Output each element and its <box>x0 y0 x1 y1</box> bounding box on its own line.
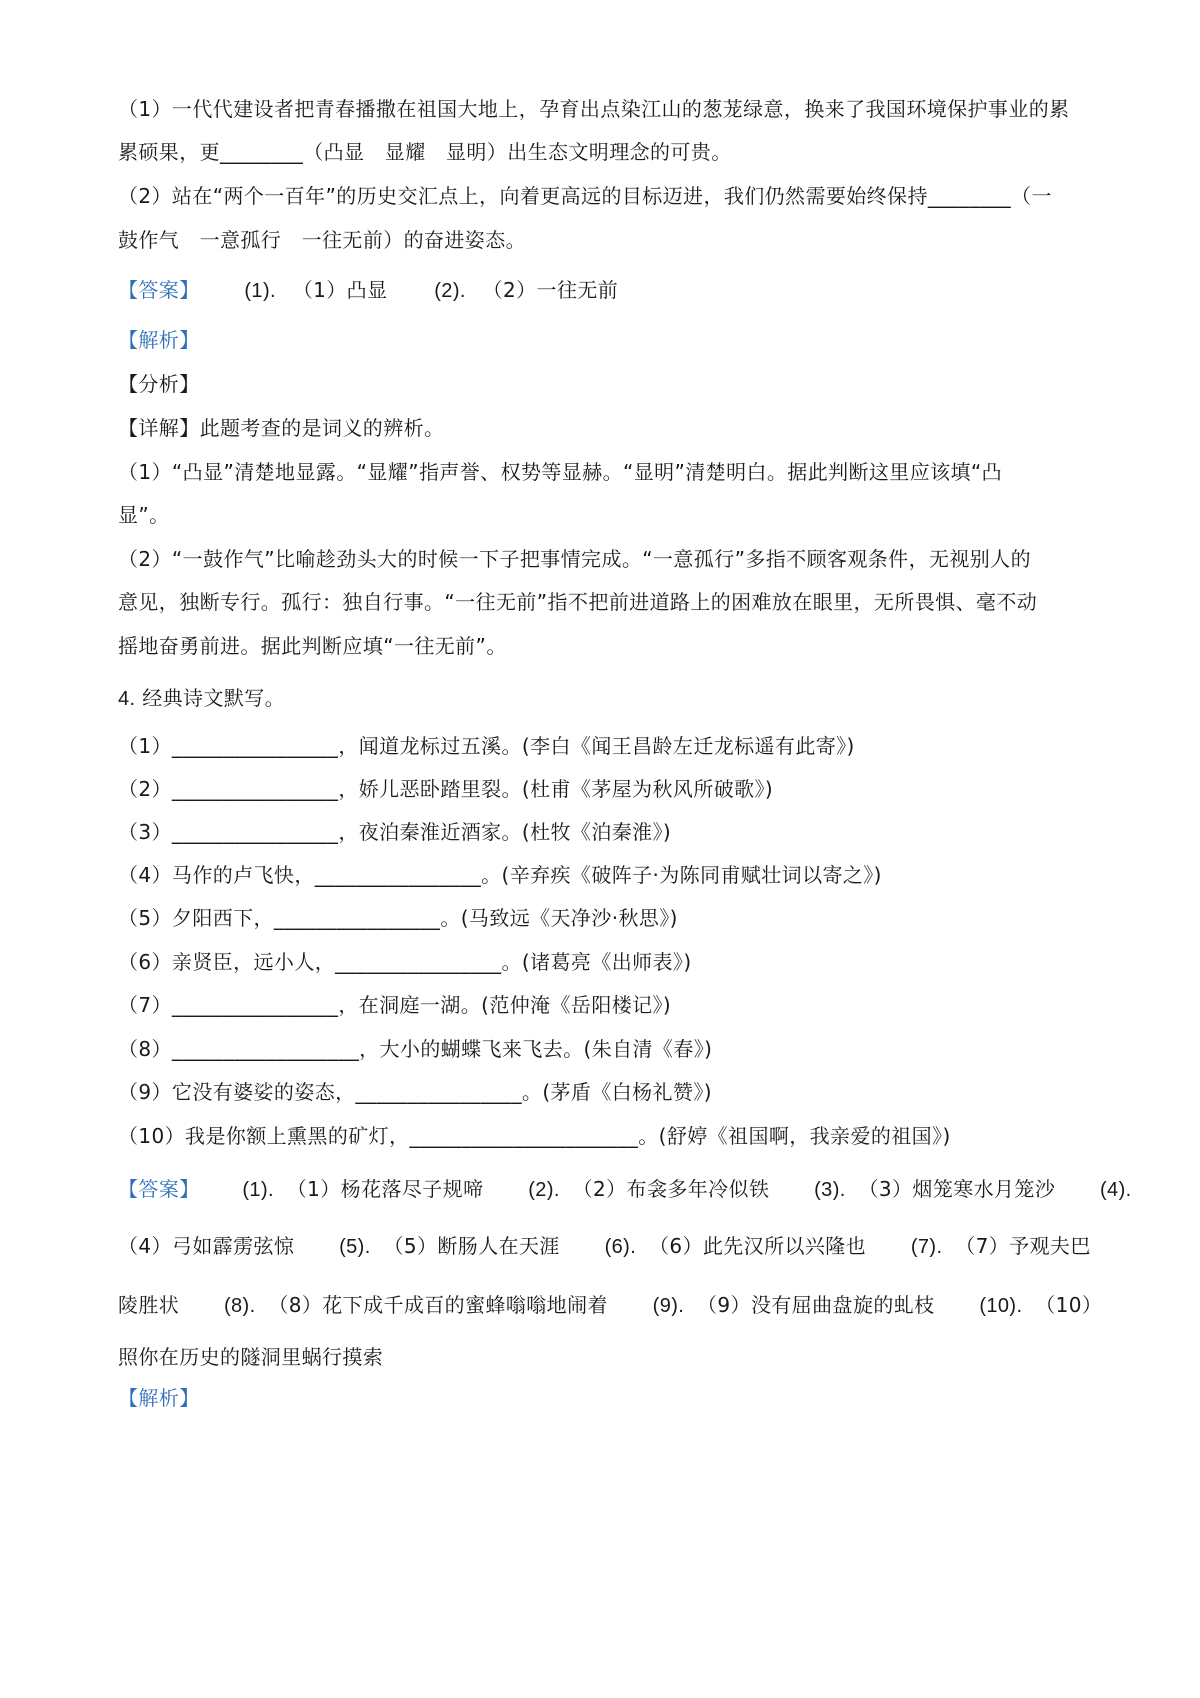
q4-answer-row-4: 照你在历史的隧洞里蜗行摸索 <box>118 1345 384 1369</box>
q3-item2-line1: （2）站在“两个一百年”的历史交汇点上，向着更高远的目标迈进，我们仍然需要始终保持________（一 <box>118 184 1052 208</box>
q4-item-3: （3）________________，夜泊秦淮近酒家。(杜牧《泊秦淮》) <box>118 820 672 844</box>
answer-number: (2). <box>434 280 466 302</box>
detail-line: 【详解】此题考查的是词义的辨析。 <box>118 416 445 440</box>
answer-text: （9）没有屈曲盘旋的虬枝 <box>697 1293 935 1317</box>
answer-number: (8). <box>223 1295 256 1317</box>
analysis-tag: 【解析】 <box>118 328 200 352</box>
q4-answer-row-2 <box>118 1232 1091 1261</box>
explanation-2-line3: 摇地奋勇前进。据此判断应填“一往无前”。 <box>118 634 507 658</box>
explanation-2-line1: （2）“一鼓作气”比喻趁劲头大的时候一下子把事情完成。“一意孤行”多指不顾客观条件，无视别人的 <box>118 547 1031 571</box>
q4-item-7: （7）________________，在洞庭一湖。(范仲淹《岳阳楼记》) <box>118 993 672 1017</box>
answer-text: （5）断肠人在天涯 <box>383 1234 560 1258</box>
explanation-2-line2: 意见，独断专行。孤行：独自行事。“一往无前”指不把前进道路上的困难放在眼里，无所畏惧、毫不动 <box>118 590 1038 614</box>
q4-item-8: （8）__________________，大小的蝴蝶飞来飞去。(朱自清《春》) <box>118 1037 713 1061</box>
answer-number: (5). <box>339 1236 371 1258</box>
answer-number: (1). <box>242 1179 274 1201</box>
answer-text: （2）一往无前 <box>482 278 619 302</box>
answer-tag: 【答案】 <box>118 1177 200 1201</box>
q3-item1-line1: （1）一代代建设者把青春播撒在祖国大地上，孕育出点染江山的葱茏绿意，换来了我国环境保护事业的累 <box>118 97 1070 121</box>
q3-item2-line2: 鼓作气 一意孤行 一往无前）的奋进姿态。 <box>118 228 526 252</box>
q4-item-5: （5）夕阳西下，________________。(马致远《天净沙·秋思》) <box>118 906 678 930</box>
q4-title <box>118 684 285 713</box>
answer-number: (3). <box>814 1179 846 1201</box>
q4-title-text: 经典诗文默写。 <box>142 686 286 710</box>
explanation-1-line1: （1）“凸显”清楚地显露。“显耀”指声誉、权势等显赫。“显明”清楚明白。据此判断这里应该填“凸 <box>118 460 1003 484</box>
q4-answer-row-1 <box>118 1175 1132 1204</box>
answer-number: (2). <box>528 1179 560 1201</box>
answer-text: （3）烟笼寒水月笼沙 <box>858 1177 1056 1201</box>
answer-text: （1）杨花落尽子规啼 <box>286 1177 484 1201</box>
q4-answer-row-3 <box>118 1291 1102 1320</box>
answer-number: (4). <box>1100 1179 1132 1201</box>
answer-text: （2）布衾多年冷似铁 <box>572 1177 770 1201</box>
fenxi-tag: 【分析】 <box>118 372 200 396</box>
q3-answer-row <box>118 276 618 305</box>
answer-number: (6). <box>604 1236 637 1258</box>
q4-item-9: （9）它没有婆娑的姿态，________________。(茅盾《白杨礼赞》) <box>118 1080 712 1104</box>
analysis-tag: 【解析】 <box>118 1386 200 1410</box>
answer-text: （7）予观夫巴 <box>955 1234 1091 1258</box>
answer-number: (7). <box>910 1236 943 1258</box>
answer-text: （4）弓如霹雳弦惊 <box>118 1234 295 1258</box>
q4-item-4: （4）马作的卢飞快，________________。(辛弃疾《破阵子·为陈同甫赋壮词以寄之》) <box>118 863 882 887</box>
answer-text: 陵胜状 <box>118 1293 180 1317</box>
answer-text: （6）此先汉所以兴隆也 <box>648 1234 867 1258</box>
q4-item-10: （10）我是你额上熏黑的矿灯，______________________。(舒婷《祖国啊，我亲爱的祖国》) <box>118 1124 951 1148</box>
answer-tag: 【答案】 <box>118 278 200 302</box>
answer-number: (9). <box>652 1295 685 1317</box>
answer-text: （1）凸显 <box>292 278 388 302</box>
answer-number: (10). <box>979 1295 1023 1317</box>
explanation-1-line2: 显”。 <box>118 503 170 527</box>
answer-number: (1). <box>244 280 276 302</box>
answer-text: （10） <box>1035 1293 1103 1317</box>
q3-item1-line2: 累硕果，更________（凸显 显耀 显明）出生态文明理念的可贵。 <box>118 140 732 164</box>
q4-item-6: （6）亲贤臣，远小人，________________。(诸葛亮《出师表》) <box>118 950 692 974</box>
answer-text: （8）花下成千成百的蜜蜂嗡嗡地闹着 <box>268 1293 608 1317</box>
q4-number: 4. <box>118 688 136 710</box>
q4-item-1: （1）________________，闻道龙标过五溪。(李白《闻王昌龄左迁龙标遥有此寄》) <box>118 734 855 758</box>
q4-item-2: （2）________________，娇儿恶卧踏里裂。(杜甫《茅屋为秋风所破歌》) <box>118 777 774 801</box>
